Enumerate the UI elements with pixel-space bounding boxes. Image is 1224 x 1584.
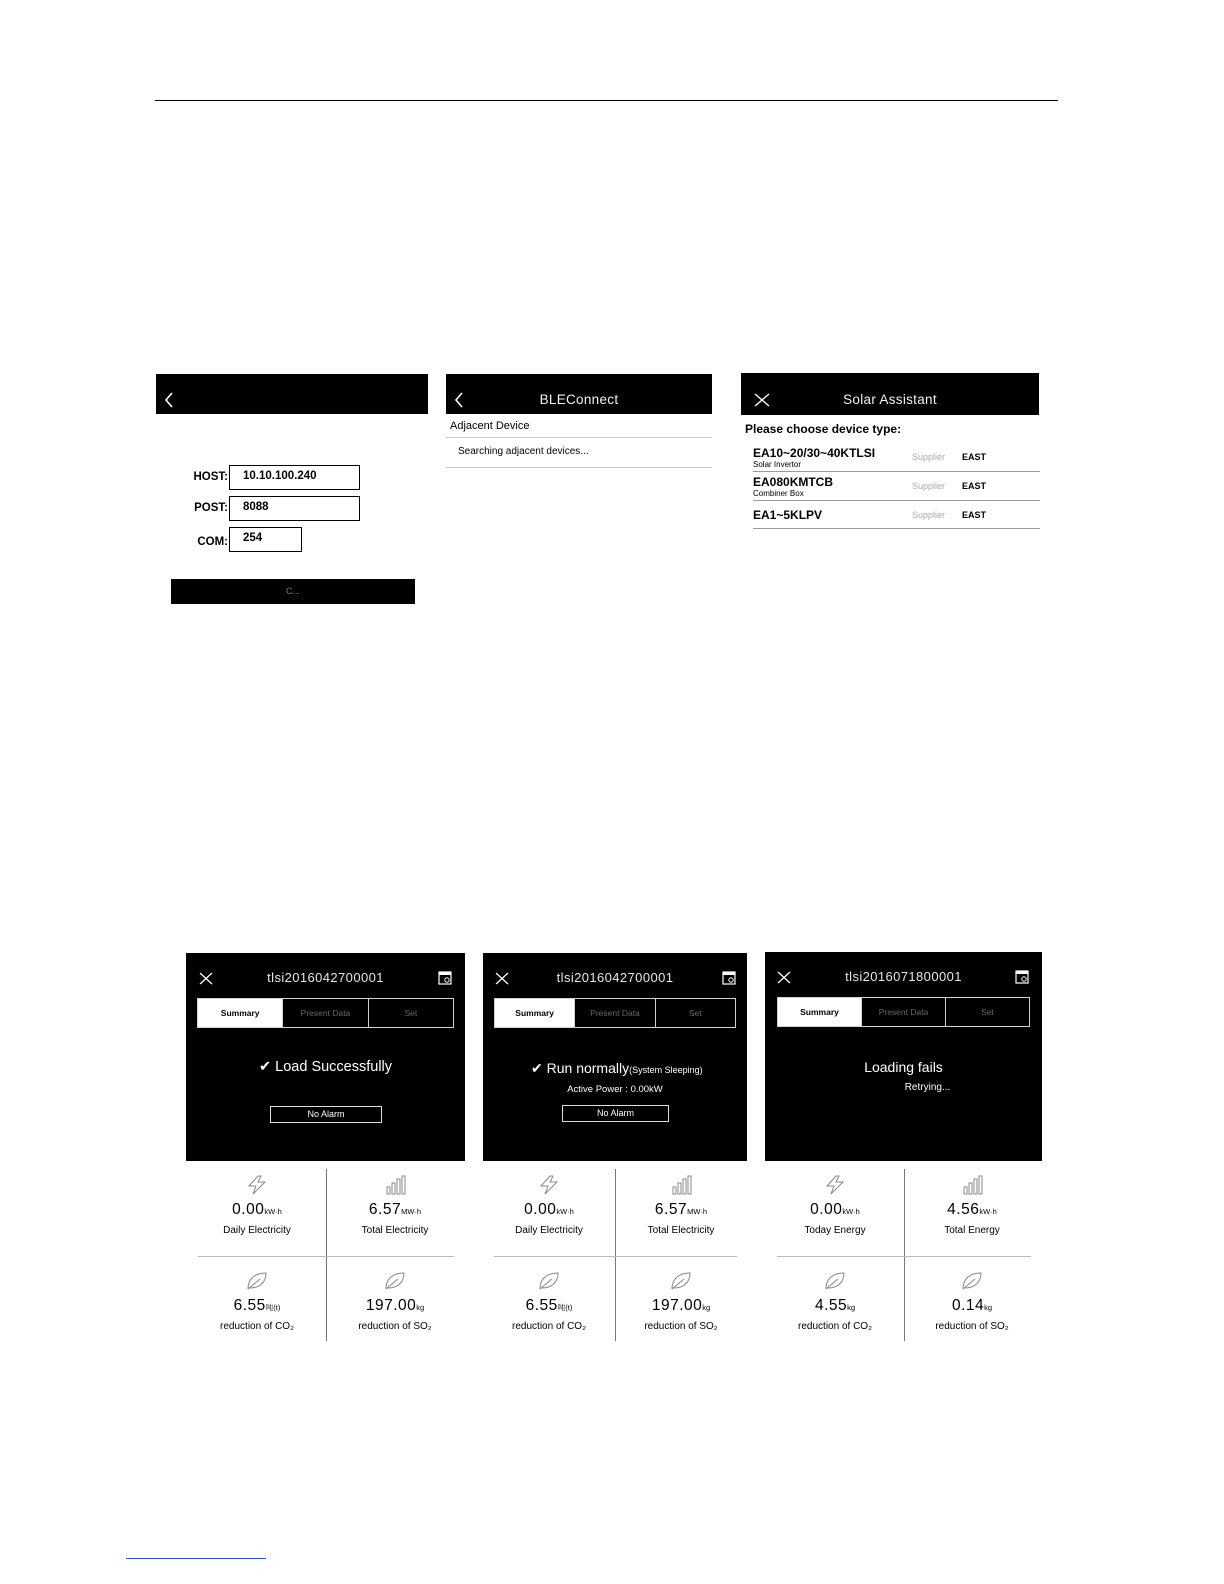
stat-unit: kW·h [264, 1207, 282, 1216]
confirm-button[interactable] [171, 579, 415, 604]
stat-value: 0.14 [951, 1297, 985, 1314]
stat-unit: kg [702, 1303, 711, 1312]
confirm-button-label: C... [285, 586, 300, 596]
tab-present-data[interactable]: Present Data [283, 999, 368, 1027]
stat-value: 0.00 [524, 1201, 557, 1218]
screen3-title: Solar Assistant [843, 392, 937, 407]
stat-divider-vertical [904, 1169, 905, 1341]
stat-value: 197.00 [651, 1297, 703, 1314]
stat-daily-electricity [198, 1175, 316, 1236]
alarm-button[interactable]: No Alarm [270, 1106, 382, 1123]
supplier-value: EAST [962, 510, 987, 520]
searching-status: Searching adjacent devices... [458, 446, 589, 457]
active-power-line [483, 1084, 747, 1095]
device-category: Solar Invertor [753, 460, 802, 469]
tab-summary[interactable]: Summary [198, 999, 283, 1027]
status-note: (System Sleeping) [629, 1065, 703, 1075]
screen1-navbar [156, 374, 428, 414]
device-panel [186, 953, 465, 1161]
stat-label: Total Electricity [361, 1225, 429, 1236]
supplier-label: Supplier [912, 452, 946, 462]
post-input[interactable]: 8088 [229, 496, 360, 521]
status-line [186, 1059, 465, 1075]
stat-value: 0.00 [232, 1201, 265, 1218]
bar-chart-icon [960, 1175, 984, 1195]
status-text: Run normally [546, 1060, 630, 1076]
stat-unit: kg [847, 1303, 856, 1312]
device-panel [483, 953, 747, 1161]
tab-set[interactable]: Set [688, 1008, 702, 1018]
device-serial-title: tlsi2016042700001 [267, 970, 384, 985]
stat-divider-horizontal [777, 1256, 1031, 1257]
retry-text: Retrying... [904, 1082, 951, 1093]
active-power-label: Active Power : [567, 1084, 628, 1095]
device-serial-title: tlsi2016042700001 [556, 970, 674, 985]
stat-so2-reduction [336, 1271, 454, 1332]
stat-daily-electricity [490, 1175, 608, 1236]
stat-today-energy [776, 1175, 894, 1236]
screen2-navbar [446, 374, 712, 414]
stat-value: 6.55 [525, 1297, 558, 1314]
settings-doc-icon[interactable] [722, 971, 736, 990]
status-text: Loading fails [864, 1059, 943, 1075]
host-input[interactable]: 10.10.100.240 [229, 465, 360, 490]
back-icon[interactable] [164, 392, 174, 413]
stat-label: Today Energy [804, 1225, 866, 1236]
divider [446, 437, 712, 438]
device-option[interactable] [753, 444, 1040, 472]
device-serial-title: tlsi2016071800001 [845, 969, 962, 984]
tab-set[interactable]: Set [404, 1008, 418, 1018]
stat-value: 4.55 [814, 1297, 848, 1314]
stat-co2-reduction [198, 1271, 316, 1332]
stat-divider-horizontal [198, 1256, 454, 1257]
supplier-value: EAST [962, 481, 987, 491]
stat-so2-reduction [913, 1271, 1031, 1332]
device-option[interactable] [753, 472, 1040, 501]
tab-present-data[interactable]: Present Data [575, 999, 655, 1027]
screen3-navbar [741, 373, 1039, 415]
stat-label: reduction of CO₂ [798, 1321, 872, 1332]
stat-so2-reduction [622, 1271, 740, 1332]
device-panel [765, 952, 1042, 1161]
stat-unit: kg [984, 1303, 993, 1312]
stat-unit: kg [416, 1303, 425, 1312]
stat-label: Daily Electricity [223, 1225, 291, 1236]
stat-value: 6.57 [654, 1201, 688, 1218]
alarm-button[interactable]: No Alarm [562, 1105, 669, 1122]
screen2-title: BLEConnect [539, 392, 619, 407]
lightning-icon [823, 1175, 847, 1195]
stat-divider-vertical [615, 1169, 616, 1341]
stat-value: 6.55 [233, 1297, 266, 1314]
active-power-value: 0.00kW [630, 1084, 663, 1095]
stat-value: 6.57 [368, 1201, 402, 1218]
stat-unit: MW·h [687, 1207, 708, 1216]
post-label: POST: [194, 502, 228, 514]
panel-tabs [197, 998, 454, 1028]
leaf-icon [669, 1271, 693, 1291]
leaf-icon [823, 1271, 847, 1291]
leaf-icon [245, 1271, 269, 1291]
supplier-label: Supplier [912, 481, 946, 491]
stat-label: reduction of SO₂ [644, 1321, 718, 1332]
stat-total-electricity [622, 1175, 740, 1236]
stat-unit: 吨(t) [265, 1303, 281, 1312]
supplier-label: Supplier [912, 510, 946, 520]
stat-label: reduction of SO₂ [935, 1321, 1009, 1332]
stat-unit: MW·h [401, 1207, 422, 1216]
stat-total-electricity [336, 1175, 454, 1236]
stat-label: reduction of CO₂ [220, 1321, 294, 1332]
panel-tabs [777, 997, 1030, 1027]
tab-summary[interactable]: Summary [495, 999, 575, 1027]
stat-unit: 吨(t) [557, 1303, 573, 1312]
leaf-icon [383, 1271, 407, 1291]
page-header-rule [155, 100, 1058, 101]
tab-summary[interactable]: Summary [778, 998, 862, 1026]
settings-doc-icon[interactable] [1015, 970, 1029, 989]
device-category: Combiner Box [753, 489, 804, 498]
stat-value: 0.00 [810, 1201, 843, 1218]
checkmark-icon: ✔ [258, 1059, 272, 1075]
device-name: EA080KMTCB [753, 475, 834, 489]
tab-set[interactable]: Set [981, 1007, 994, 1017]
adjacent-device-heading: Adjacent Device [450, 420, 530, 432]
lightning-icon [537, 1175, 561, 1195]
stat-unit: kW·h [979, 1207, 997, 1216]
stat-label: Daily Electricity [515, 1225, 583, 1236]
stat-label: Total Energy [944, 1225, 1000, 1236]
stat-unit: kW·h [842, 1207, 860, 1216]
com-input[interactable]: 254 [229, 527, 302, 552]
lightning-icon [245, 1175, 269, 1195]
leaf-icon [960, 1271, 984, 1291]
settings-doc-icon[interactable] [438, 971, 452, 990]
stat-value: 197.00 [365, 1297, 417, 1314]
status-line [531, 1060, 747, 1077]
host-label: HOST: [193, 471, 228, 483]
device-type-prompt: Please choose device type: [745, 422, 902, 436]
stat-divider-horizontal [494, 1256, 737, 1257]
panel-tabs [494, 998, 736, 1028]
leaf-icon [537, 1271, 561, 1291]
divider [446, 467, 712, 468]
stat-label: reduction of SO₂ [358, 1321, 432, 1332]
footnote-link-rule [126, 1558, 266, 1559]
stat-co2-reduction [490, 1271, 608, 1332]
stat-label: Total Electricity [647, 1225, 715, 1236]
device-name: EA1~5KLPV [753, 508, 823, 522]
stat-value: 4.56 [947, 1201, 980, 1218]
stat-co2-reduction [776, 1271, 894, 1332]
checkmark-icon: ✔ [531, 1060, 543, 1076]
stat-label: reduction of CO₂ [512, 1321, 586, 1332]
status-text: Load Successfully [275, 1059, 393, 1075]
device-name: EA10~20/30~40KTLSI [753, 446, 876, 460]
supplier-value: EAST [962, 452, 987, 462]
device-option[interactable] [753, 501, 1040, 529]
stat-total-energy [913, 1175, 1031, 1236]
bar-chart-icon [383, 1175, 407, 1195]
stat-unit: kW·h [556, 1207, 574, 1216]
com-label: COM: [197, 536, 228, 548]
stat-divider-vertical [326, 1169, 327, 1341]
bar-chart-icon [669, 1175, 693, 1195]
tab-present-data[interactable]: Present Data [862, 998, 946, 1026]
